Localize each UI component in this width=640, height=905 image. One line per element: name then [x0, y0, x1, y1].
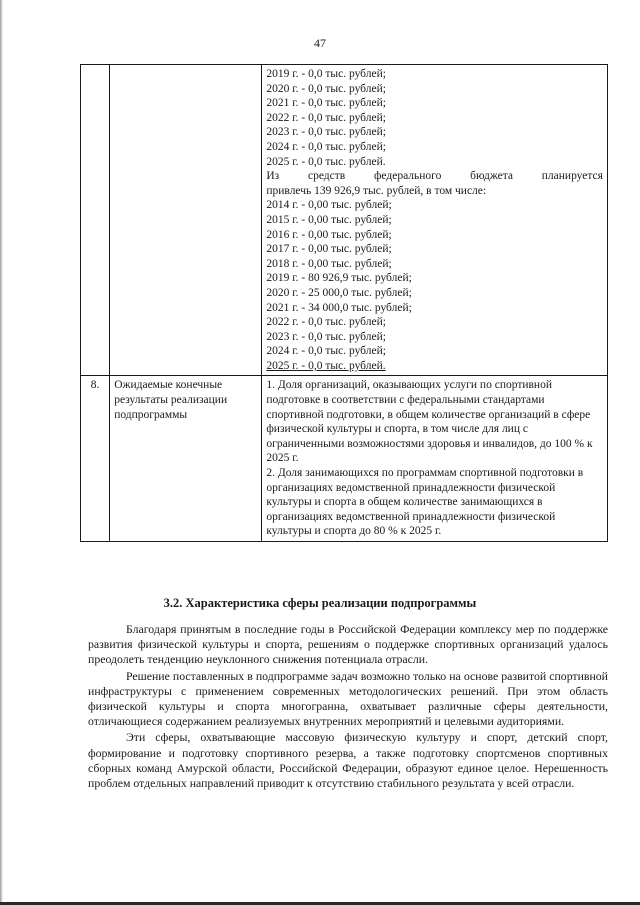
table-row-8: [81, 376, 608, 542]
federal-funding-line: 2022 г. - 0,0 тыс. рублей;: [266, 316, 386, 329]
federal-funding-list: [266, 198, 603, 373]
federal-funding-line: 2014 г. - 0,00 тыс. рублей;: [266, 199, 392, 212]
cell-number-empty: [81, 65, 110, 376]
scan-edge-left: [0, 0, 3, 905]
regional-funding-line: 2024 г. - 0,0 тыс. рублей;: [266, 140, 386, 153]
federal-intro-word: федерального: [373, 170, 442, 183]
cell-expected-results: [262, 376, 608, 542]
paragraph-2: Решение поставленных в подпрограмме задач возможно только на основе развитой спортивной инфраструктуры с применением современных методологических решений. При этом область физической культуры и спорта многогранна, охватывает различные сферы деятельности, отличающиеся содержанием реализуемых внутренних мероприятий и целевыми аудиториями.: [88, 668, 608, 729]
cell-label-empty: [110, 65, 262, 376]
cell-funding: [262, 65, 608, 376]
federal-intro-word: средств: [307, 170, 346, 183]
federal-funding-line: 2016 г. - 0,00 тыс. рублей;: [266, 228, 392, 241]
paragraph-3: Эти сферы, охватывающие массовую физическую культуру и спорт, детский спорт, формирование и подготовку спортивного резерва, а также подготовку спортсменов спортивных сборных команд Амурской области, Российской Федерации, образуют единое целое. Нерешенность проблем отдельных направлений приводит к отсутствию стабильного результата у всей отрасли.: [88, 730, 608, 791]
federal-funding-line: 2020 г. - 25 000,0 тыс. рублей;: [266, 286, 412, 299]
federal-funding-line: 2024 г. - 0,0 тыс. рублей;: [266, 345, 386, 358]
federal-funding-line: 2025 г. - 0,0 тыс. рублей.: [266, 359, 386, 372]
federal-funding-line: 2017 г. - 0,00 тыс. рублей;: [266, 243, 392, 256]
federal-intro-word: бюджета: [470, 170, 514, 183]
federal-funding-line: 2019 г. - 80 926,9 тыс. рублей;: [266, 272, 412, 285]
result-item-1: 1. Доля организаций, оказывающих услуги по спортивной подготовке в соответствии с федеральными стандартами спортивной подготовки, в общем количестве организаций в сфере физической культуры и спорта, в том числе для лиц с ограниченными возможностями здоровья и инвалидов, до 100 % к 2025 г.: [266, 379, 593, 465]
federal-intro-word: планируется: [541, 170, 603, 183]
cell-row-label: [110, 376, 262, 542]
regional-funding-list: [266, 67, 603, 169]
federal-funding-line: 2015 г. - 0,00 тыс. рублей;: [266, 213, 392, 226]
regional-funding-line: 2022 г. - 0,0 тыс. рублей;: [266, 111, 386, 124]
row-number: 8.: [90, 379, 100, 392]
federal-funding-line: 2023 г. - 0,0 тыс. рублей;: [266, 330, 386, 343]
federal-funding-line: 2018 г. - 0,00 тыс. рублей;: [266, 257, 392, 270]
section-body: [88, 622, 608, 791]
regional-funding-line: 2020 г. - 0,0 тыс. рублей;: [266, 82, 386, 95]
federal-intro-rest: привлечь 139 926,9 тыс. рублей, в том числе:: [266, 184, 487, 197]
regional-funding-line: 2023 г. - 0,0 тыс. рублей;: [266, 126, 386, 139]
regional-funding-line: 2025 г. - 0,0 тыс. рублей.: [266, 155, 386, 168]
section-heading: 3.2. Характеристика сферы реализации подпрограммы: [163, 596, 477, 610]
paragraph-1: Благодаря принятым в последние годы в Российской Федерации комплексу мер по поддержке развития физической культуры и спорта, решениям о поддержке спортивных организаций удалось преодолеть тенденцию неуклонного снижения потенциала отрасли.: [88, 622, 608, 667]
federal-intro-line: [266, 169, 603, 184]
regional-funding-line: 2021 г. - 0,0 тыс. рублей;: [266, 97, 386, 110]
page-number: 47: [314, 36, 326, 50]
result-item-2: 2. Доля занимающихся по программам спортивной подготовки в организациях ведомственной принадлежности физической культуры и спорта в общем количестве занимающихся в организациях ведомственной принадлежности физической культуры и спорта до 80 % к 2025 г.: [266, 467, 584, 538]
row-label: Ожидаемые конечные результаты реализации подпрограммы: [114, 379, 228, 421]
federal-funding-line: 2021 г. - 34 000,0 тыс. рублей;: [266, 301, 412, 314]
passport-table: [80, 64, 608, 542]
cell-row-number: [81, 376, 110, 542]
regional-funding-line: 2019 г. - 0,0 тыс. рублей;: [266, 68, 386, 80]
table-row-continuation: [81, 65, 608, 376]
federal-intro-word: Из: [266, 170, 280, 183]
